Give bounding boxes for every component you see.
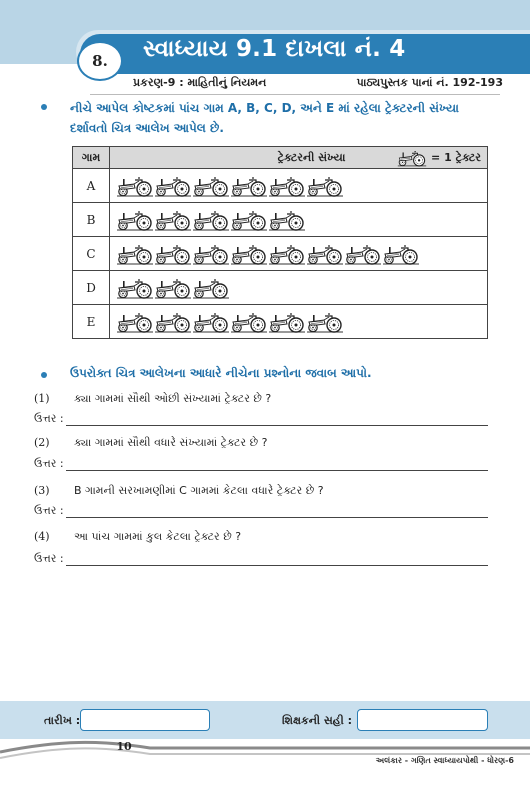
answer-label: ઉત્તર : <box>34 412 64 425</box>
table-row <box>73 271 488 305</box>
tractor-icon <box>268 311 306 333</box>
column-header-count <box>110 147 488 169</box>
village-label: D <box>73 271 110 305</box>
answer-label: ઉત્તર : <box>34 552 64 565</box>
tractor-icon <box>230 209 268 231</box>
table-row <box>73 305 488 339</box>
tractor-icon <box>397 149 427 167</box>
answer-line[interactable] <box>66 459 488 471</box>
question-2 <box>34 436 267 450</box>
answer-label: ઉત્તર : <box>34 504 64 517</box>
question-text: B ગામની સરખામણીમાં C ગામમાં કેટલા વધારે ટ્રેક્ટર છે ? <box>74 484 324 497</box>
key-label: = 1 ટ્રેક્ટર <box>431 150 481 164</box>
village-label: C <box>73 237 110 271</box>
question-3 <box>34 484 324 498</box>
header-divider <box>90 94 500 95</box>
tractor-icon <box>154 311 192 333</box>
tractor-icon <box>116 209 154 231</box>
answer-4 <box>34 552 488 566</box>
tractor-icon <box>154 175 192 197</box>
tractor-icon <box>230 243 268 265</box>
question-text: ક્યા ગામમાં સૌથી ઓછી સંખ્યામાં ટ્રેક્ટર છે ? <box>74 392 272 405</box>
signature-field[interactable] <box>357 709 488 731</box>
question-text: આ પાંચ ગામમાં કુલ કેટલા ટ્રેક્ટર છે ? <box>74 530 242 543</box>
intro-text: નીચે આપેલ કોષ્ટકમાં પાંચ ગામ A, B, C, D, અને E માં રહેલા ટ્રેક્ટરની સંખ્યા દર્શાવતો ચિત્ર આલેખ આપેલ છે. <box>70 101 459 135</box>
textbook-pages-label: પાઠ્યપુસ્તક પાનાં નં. 192-193 <box>356 76 503 89</box>
answer-3 <box>34 504 488 518</box>
exercise-number-badge: 8. <box>77 41 123 81</box>
column-count-label: ટ્રેક્ટરની સંખ્યા <box>277 150 346 164</box>
date-label: તારીખ : <box>44 714 81 727</box>
question-text: ક્યા ગામમાં સૌથી વધારે સંખ્યામાં ટ્રેક્ટર છે ? <box>74 436 268 449</box>
series-name: અલંકાર - ગણિત સ્વાધ્યાયપોથી - ધોરણ-6 <box>375 756 514 765</box>
page-header <box>0 0 530 105</box>
tractor-icon <box>268 209 306 231</box>
tractor-icon <box>154 277 192 299</box>
tractor-icon <box>154 209 192 231</box>
tractor-icon <box>344 243 382 265</box>
tractor-icon <box>116 175 154 197</box>
answer-1 <box>34 412 488 426</box>
table-row <box>73 237 488 271</box>
page-title: સ્વાધ્યાય 9.1 દાખલા નં. 4 <box>143 36 406 62</box>
village-label: E <box>73 305 110 339</box>
question-number: (4) <box>34 530 50 543</box>
tractor-pictograph <box>110 305 488 339</box>
answer-line[interactable] <box>66 554 488 566</box>
tractor-icon <box>268 243 306 265</box>
bullet-icon <box>41 372 47 378</box>
bullet-icon <box>41 104 47 110</box>
tractor-pictograph <box>110 203 488 237</box>
pictograph-rows <box>73 169 488 339</box>
answer-line[interactable] <box>66 414 488 426</box>
table-row <box>73 203 488 237</box>
chapter-label: પ્રકરણ-9 : માહિતીનું નિયમન <box>133 76 267 89</box>
pictograph-key <box>397 149 481 167</box>
pictograph-table <box>72 146 488 339</box>
tractor-icon <box>230 175 268 197</box>
tractor-icon <box>306 175 344 197</box>
page-number: 10 <box>116 740 132 753</box>
tractor-icon <box>268 175 306 197</box>
answer-line[interactable] <box>66 506 488 518</box>
tractor-icon <box>382 243 420 265</box>
village-label: A <box>73 169 110 203</box>
tractor-pictograph <box>110 237 488 271</box>
tractor-icon <box>116 311 154 333</box>
column-header-village: ગામ <box>73 147 110 169</box>
tractor-icon <box>306 311 344 333</box>
village-label: B <box>73 203 110 237</box>
tractor-icon <box>154 243 192 265</box>
tractor-icon <box>116 277 154 299</box>
question-4 <box>34 530 241 544</box>
tractor-icon <box>192 175 230 197</box>
answer-label: ઉત્તર : <box>34 457 64 470</box>
tractor-icon <box>116 243 154 265</box>
question-1 <box>34 392 271 406</box>
tractor-icon <box>192 311 230 333</box>
question-number: (1) <box>34 392 50 405</box>
question-number: (3) <box>34 484 50 497</box>
tractor-icon <box>192 243 230 265</box>
tractor-icon <box>306 243 344 265</box>
questions-intro: ઉપરોક્ત ચિત્ર આલેખના આધારે નીચેના પ્રશ્નોના જવાબ આપો. <box>70 366 372 380</box>
tractor-icon <box>192 277 230 299</box>
signature-label: શિક્ષકની સહી : <box>282 714 352 727</box>
answer-2 <box>34 457 488 471</box>
table-row <box>73 169 488 203</box>
date-field[interactable] <box>80 709 210 731</box>
tractor-pictograph <box>110 271 488 305</box>
tractor-pictograph <box>110 169 488 203</box>
tractor-icon <box>230 311 268 333</box>
tractor-icon <box>192 209 230 231</box>
question-number: (2) <box>34 436 50 449</box>
chapter-info <box>133 76 503 90</box>
